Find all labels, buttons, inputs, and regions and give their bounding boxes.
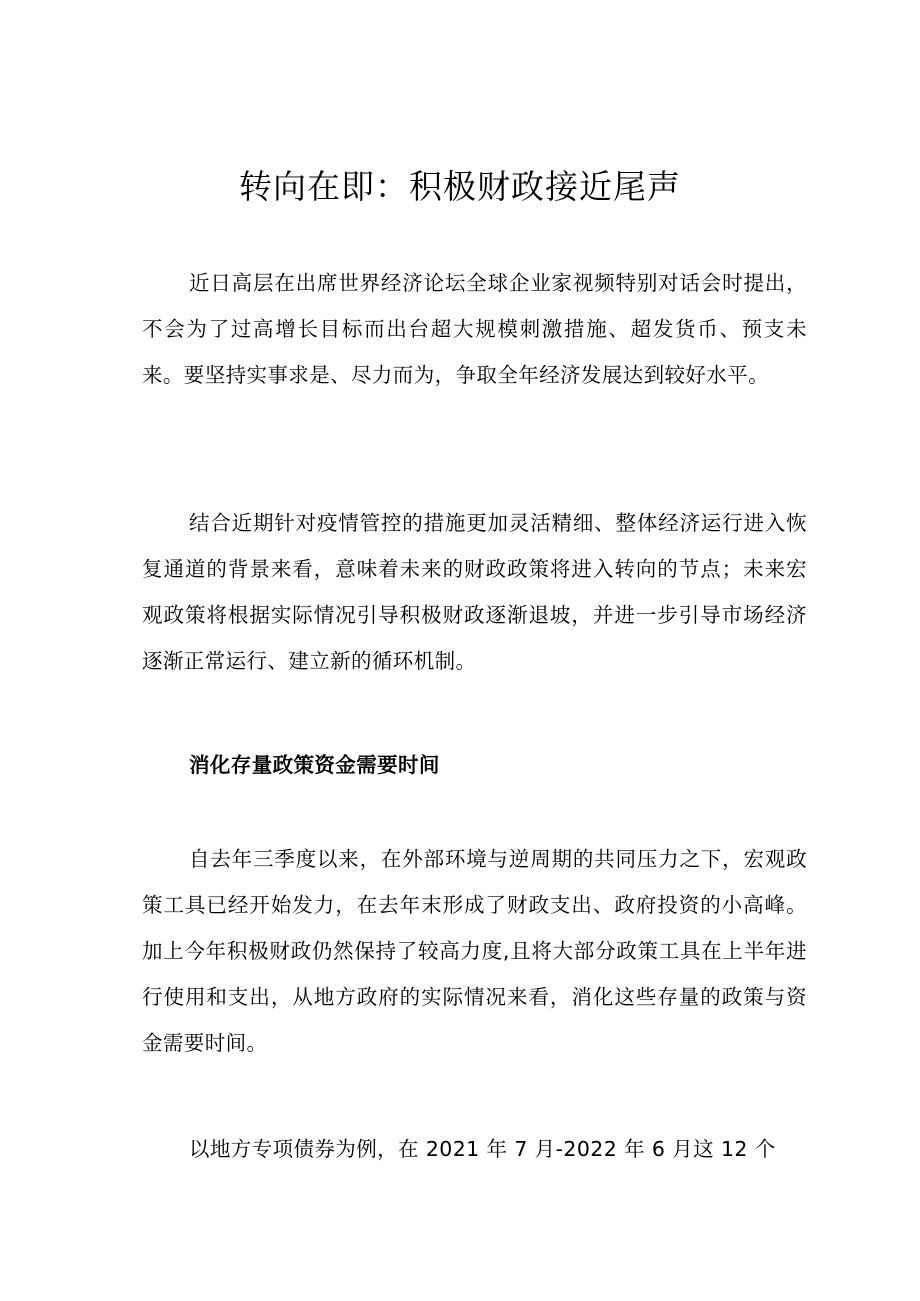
paragraph-1: 近日高层在出席世界经济论坛全球企业家视频特别对话会时提出，不会为了过高增长目标而出台超大规模刺激措施、超发货币、预支未来。要坚持实事求是、尽力而为，争取全年经济发展达到较好水平。 [142, 271, 807, 387]
section-heading: 消化存量政策资金需要时间 [189, 753, 440, 777]
paragraph-3: 自去年三季度以来，在外部环境与逆周期的共同压力之下，宏观政策工具已经开始发力，在去年末形成了财政支出、政府投资的小高峰。加上今年积极财政仍然保持了较高力度,且将大部分政策工具在上半年进行使用和支出，从地方政府的实际情况来看，消化这些存量的政策与资金需要时间。 [142, 847, 807, 1055]
document-title: 转向在即：积极财政接近尾声 [239, 167, 681, 206]
paragraph-4: 以地方专项债券为例，在 2021 年 7 月-2022 年 6 月这 12 个 [189, 1137, 776, 1161]
paragraph-2: 结合近期针对疫情管控的措施更加灵活精细、整体经济运行进入恢复通道的背景来看，意味着未来的财政政策将进入转向的节点；未来宏观政策将根据实际情况引导积极财政逐渐退坡，并进一步引导市场经济逐渐正常运行、建立新的循环机制。 [142, 511, 807, 673]
